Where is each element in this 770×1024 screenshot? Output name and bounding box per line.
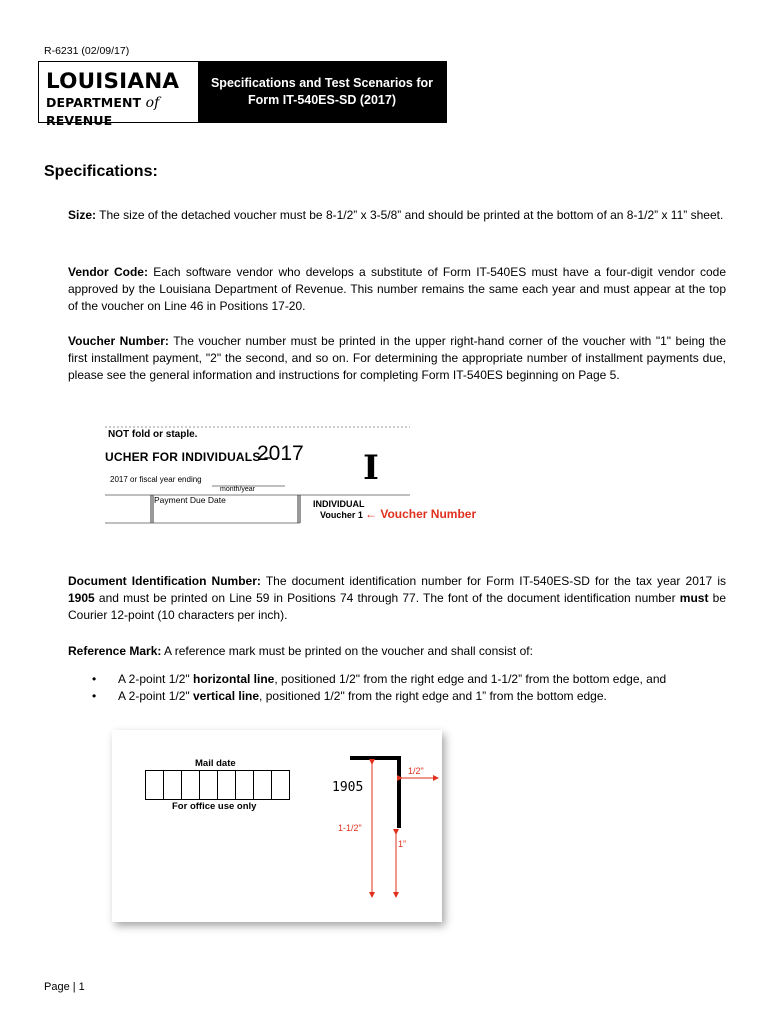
voucher-title: UCHER FOR INDIVIDUALS – [105, 450, 271, 464]
form-number: R-6231 (02/09/17) [44, 45, 130, 57]
document-id-must: must [679, 591, 709, 605]
list-item [92, 671, 666, 688]
bullet1-prefix: A 2-point 1/2" [118, 672, 190, 686]
vendor-code-paragraph [68, 264, 726, 315]
voucher-number-annotation: ← Voucher Number [365, 507, 477, 521]
document-id-text-c: be Courier 12-point (10 characters per inch). [68, 591, 726, 622]
reference-mark-list [92, 671, 666, 705]
reference-mark-paragraph [68, 643, 726, 660]
logo-louisiana-text: LOUISIANA [46, 69, 180, 94]
voucher-example-figure [105, 423, 490, 525]
reference-mark-lines [112, 730, 442, 922]
doc-number-1905: 1905 [332, 780, 364, 795]
size-paragraph [68, 207, 726, 224]
louisiana-revenue-logo [39, 62, 198, 128]
section-title: Specifications: [44, 163, 158, 180]
logo-revenue-word: REVENUE [46, 113, 113, 128]
voucher-number-paragraph [68, 333, 726, 384]
reference-mark-text: A reference mark must be printed on the voucher and shall consist of: [164, 644, 533, 658]
reference-mark-label: Reference Mark: [68, 644, 162, 658]
header-title-line1: Specifications and Test Scenarios for [210, 76, 434, 90]
half-inch-label: 1/2" [408, 766, 424, 776]
document-id-label: Document Identification Number: [68, 574, 261, 588]
voucher-number-1: Voucher 1 [320, 510, 363, 520]
voucher-fiscal-year: 2017 or fiscal year ending [110, 475, 202, 484]
voucher-number-label: Voucher Number: [68, 334, 169, 348]
page-footer: Page | 1 [44, 981, 85, 993]
voucher-year: 2017 [257, 442, 304, 465]
logo-department-text [46, 94, 198, 130]
voucher-due-date: Payment Due Date [154, 495, 226, 505]
bullet1-suffix: , positioned 1/2" from the right edge and 1-1/2” from the bottom edge, and [274, 672, 667, 686]
header-title-box [198, 62, 446, 122]
header-title-line2: Form IT-540ES-SD (2017) [248, 93, 396, 107]
voucher-fold-notice: NOT fold or staple. [108, 429, 198, 440]
voucher-month-year: month/year [220, 486, 256, 493]
one-half-inch-label: 1-1/2" [338, 823, 362, 833]
one-inch-label: 1” [398, 839, 407, 849]
size-label: Size: [68, 208, 97, 222]
vendor-code-text: Each software vendor who develops a substitute of Form IT-540ES must have a four-digit vendor code approved by the Louisiana Department of Revenue. This number remains the same each year and must appear at the top of the voucher on Line 46 in Positions 17-20. [68, 265, 726, 313]
bullet2-suffix: , positioned 1/2" from the right edge and 1” from the bottom edge. [259, 689, 607, 703]
logo-of-word: of [145, 95, 160, 111]
bullet2-bold: vertical line [193, 689, 260, 703]
voucher-big-i: I [363, 448, 379, 488]
document-id-number: 1905 [68, 591, 95, 605]
reference-mark-figure [112, 730, 442, 922]
document-header [38, 61, 447, 128]
voucher-individual: INDIVIDUAL [313, 499, 365, 509]
list-item [92, 688, 666, 705]
bullet1-bold: horizontal line [193, 672, 275, 686]
bullet2-prefix: A 2-point 1/2" [118, 689, 190, 703]
document-id-text-b: and must be printed on Line 59 in Positions 74 through 77. The font of the document identification number [98, 591, 676, 605]
logo-department-word: DEPARTMENT [46, 95, 142, 110]
mail-date-label: Mail date [195, 758, 236, 769]
document-id-paragraph [68, 573, 726, 624]
voucher-number-text: The voucher number must be printed in the upper right-hand corner of the voucher with "1" being the first installment payment, "2" the second, and so on. For determining the appropriate number of installment payments due, please see the general information and instructions for completing Form IT-540ES beginning on Page 5. [68, 334, 727, 382]
size-text: The size of the detached voucher must be 8-1/2” x 3-5/8” and should be printed at the bottom of an 8-1/2” x 11” sheet. [99, 208, 724, 222]
document-id-text-a: The document identification number for Form IT-540ES-SD for the tax year 2017 is [265, 574, 727, 588]
office-use-label: For office use only [172, 801, 257, 812]
vendor-code-label: Vendor Code: [68, 265, 148, 279]
